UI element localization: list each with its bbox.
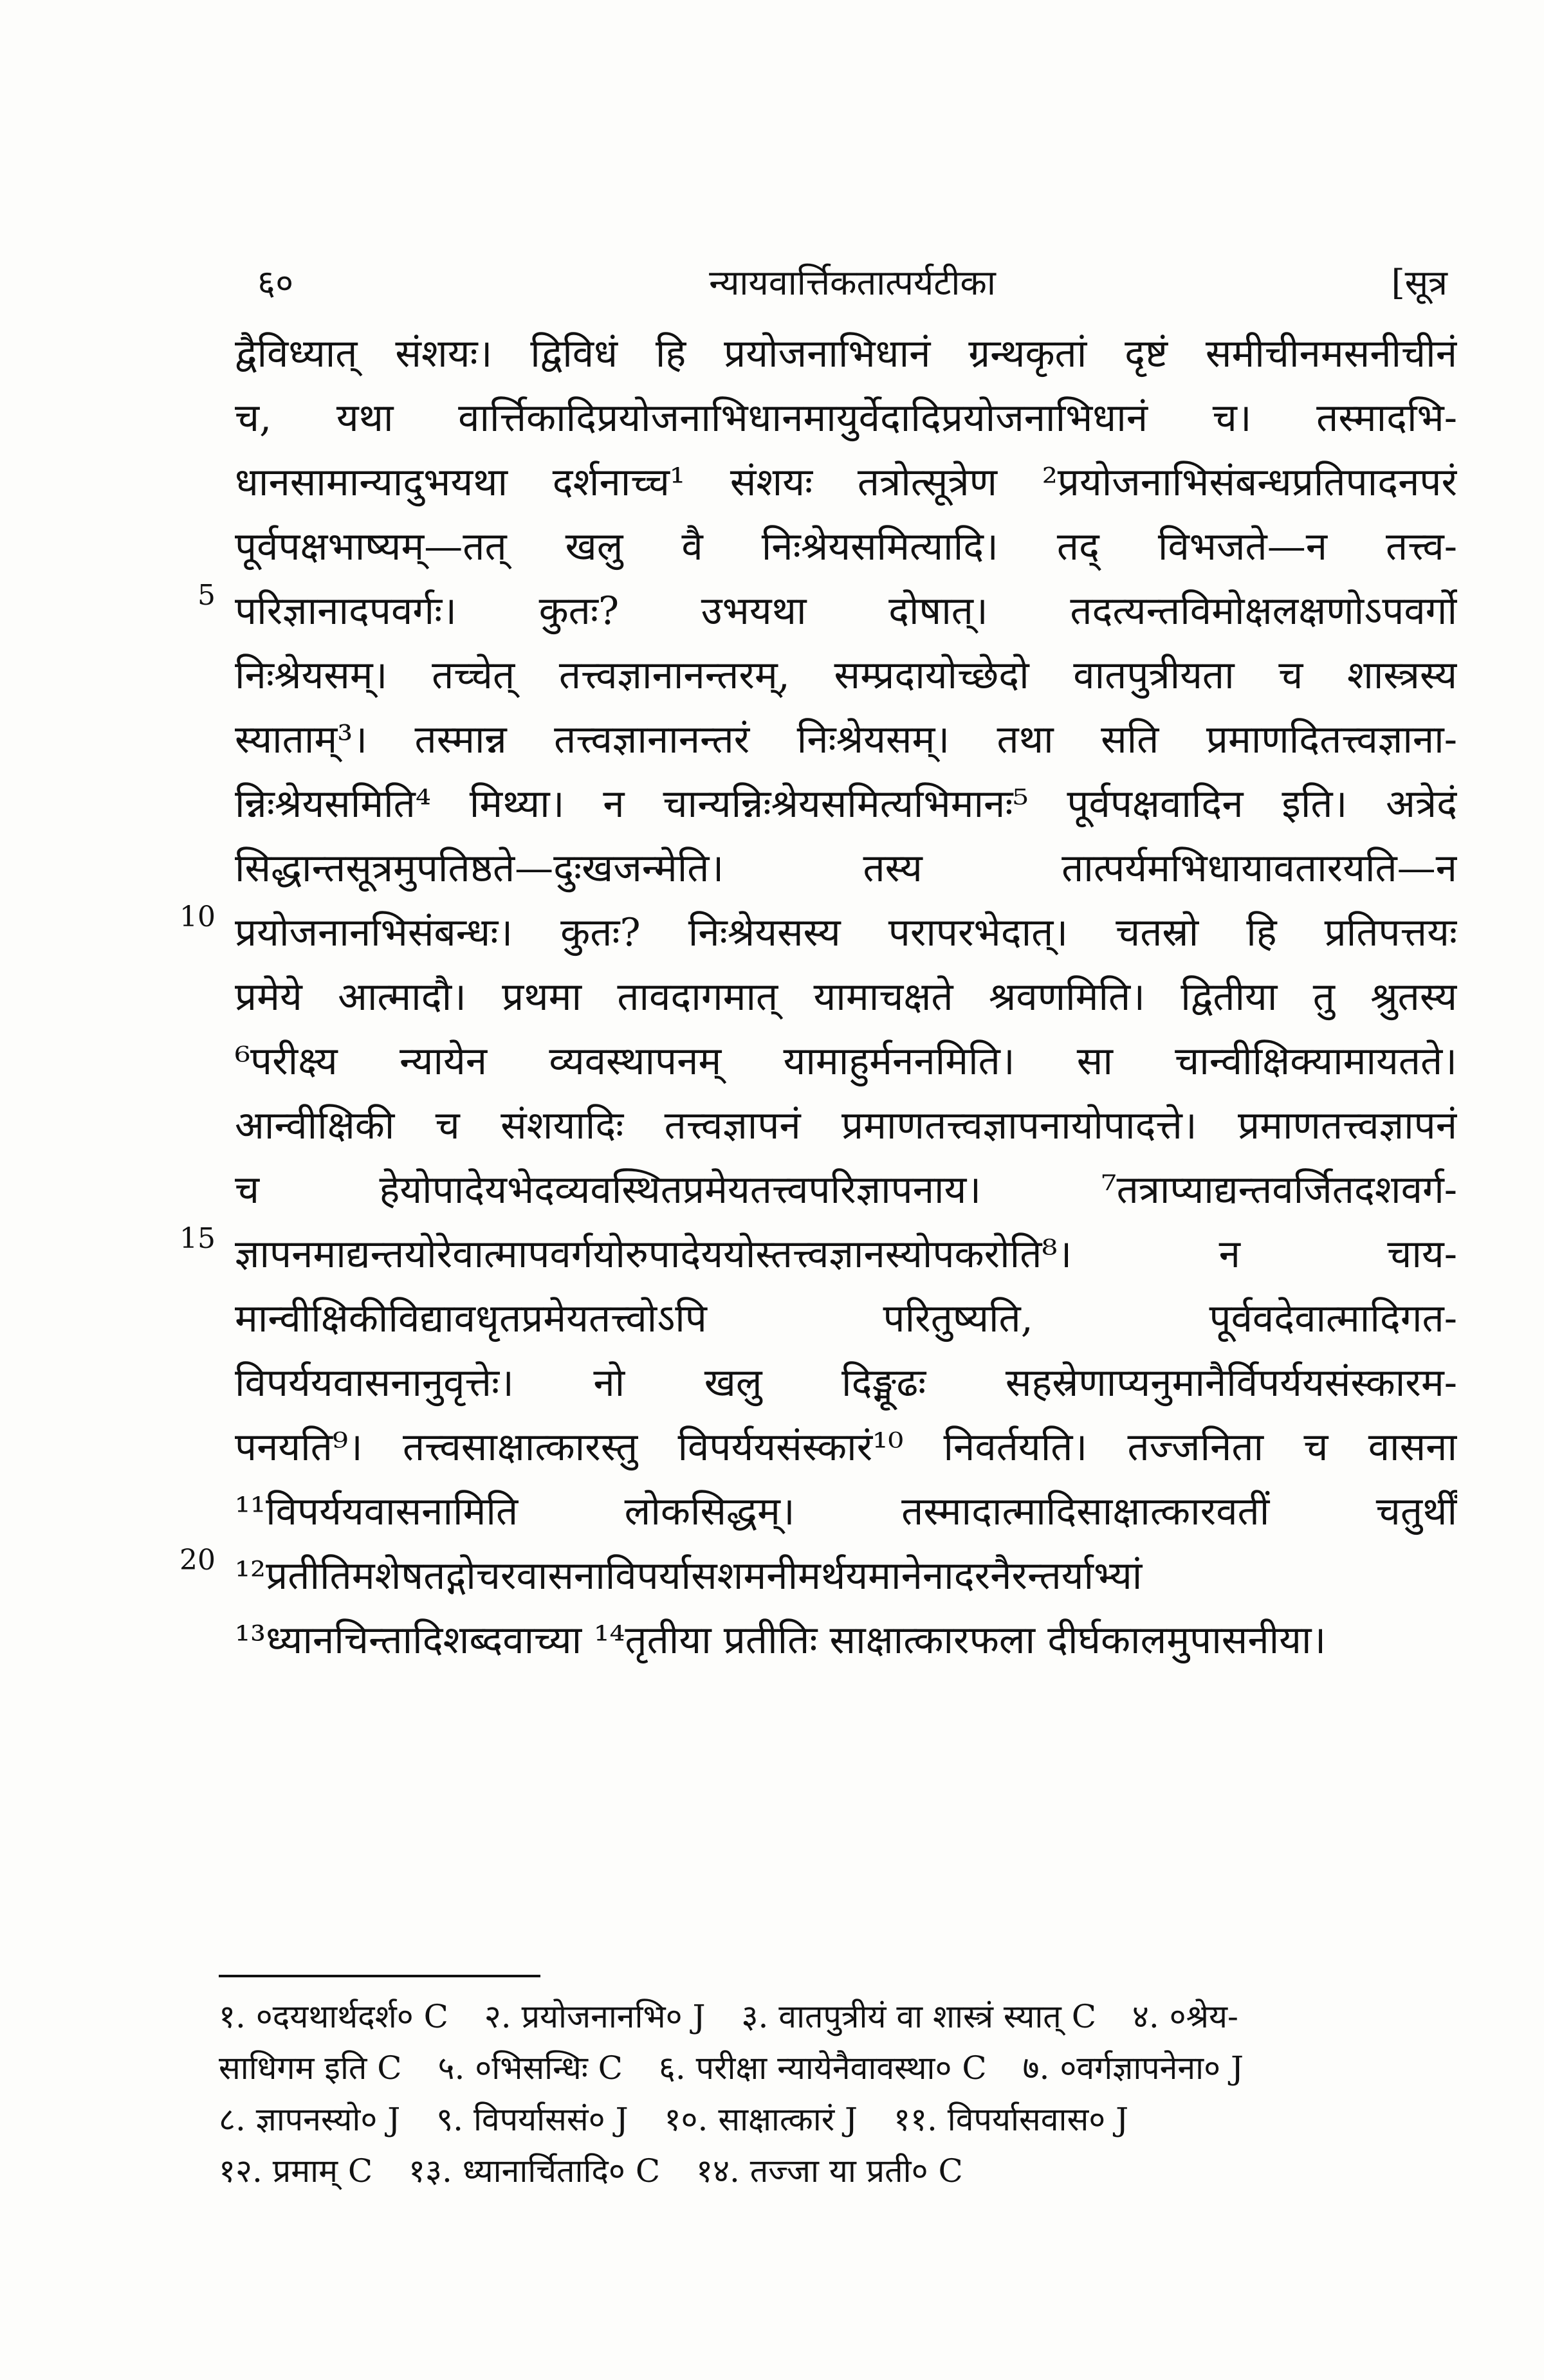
footnote: ९. विपर्याससं० J (436, 2101, 629, 2138)
main-text (179, 322, 1457, 1672)
footnote: १. ०दयथार्थदर्श० C (219, 1998, 448, 2035)
text-line: धानसामान्यादुभयथा दर्शनाच्च¹ संशयः तत्रोत्सूत्रेण ²प्रयोजनाभिसंबन्धप्रतिपादनपरं (235, 460, 1457, 505)
section-marker: [सूत्र (1391, 262, 1448, 303)
footnote: ११. विपर्यासवास० J (894, 2101, 1129, 2138)
text-line: सिद्धान्तसूत्रमुपतिष्ठते—दुःखजन्मेति। तस्य तात्पर्यमभिधायावतारयति—न (235, 846, 1457, 891)
line-number: 15 (179, 1222, 216, 1255)
footnote: १३. ध्यानार्चितादि० C (409, 2152, 661, 2190)
text-line: स्याताम्³। तस्मान्न तत्त्वज्ञानानन्तरं निःश्रेयसम्। तथा सति प्रमाणदितत्त्वज्ञाना- (235, 717, 1457, 762)
text-line: पूर्वपक्षभाष्यम्—तत् खलु वै निःश्रेयसमित्यादि। तद् विभजते—न तत्त्व- (235, 524, 1457, 569)
line-number: 5 (198, 579, 216, 612)
text-line: ¹¹विपर्ययवासनामिति लोकसिद्धम्। तस्मादात्मादिसाक्षात्कारवतीं चतुर्थीं (235, 1489, 1457, 1534)
footnote: ६. परीक्षा न्यायेनैवावस्था० C (658, 2049, 987, 2087)
footnote-divider (219, 1975, 540, 1977)
text-line: ¹³ध्यानचिन्तादिशब्दवाच्या ¹⁴तृतीया प्रतीतिः साक्षात्कारफला दीर्घकालमुपासनीया। (235, 1618, 1327, 1663)
footnote: १०. साक्षात्कारं J (664, 2101, 858, 2138)
text-line: परिज्ञानादपवर्गः। कुतः? उभयथा दोषात्। तदत्यन्तविमोक्षलक्षणोऽपवर्गो (235, 589, 1457, 634)
footnote: ४. ०श्रेय- (1132, 1998, 1238, 2035)
footnote: ७. ०वर्गज्ञापनेना० J (1022, 2049, 1244, 2087)
footnotes (219, 1991, 1441, 2197)
text-line: ¹²प्रतीतिमशेषतद्गोचरवासनाविपर्यासशमनीमर्थयमानेनादरनैरन्तर्याभ्यां (235, 1553, 1143, 1598)
footnote: २. प्रयोजनानभि० J (484, 1998, 706, 2035)
text-line: न्निःश्रेयसमिति⁴ मिथ्या। न चान्यन्निःश्रेयसमित्यभिमानः⁵ पूर्वपक्षवादिन इति। अत्रेदं (235, 782, 1457, 827)
text-line: निःश्रेयसम्। तच्चेत् तत्त्वज्ञानानन्तरम्, सम्प्रदायोच्छेदो वातपुत्रीयता च शास्त्रस्य (235, 653, 1457, 698)
text-line: ⁶परीक्ष्य न्यायेन व्यवस्थापनम् यामाहुर्मननमिति। सा चान्वीक्षिक्यामायतते। (235, 1039, 1457, 1084)
text-line: प्रमेये आत्मादौ। प्रथमा तावदागमात् यामाचक्षते श्रवणमिति। द्वितीया तु श्रुतस्य (235, 975, 1457, 1020)
footnote-line (219, 2145, 1441, 2197)
footnote: १४. तज्जा या प्रती० C (696, 2152, 963, 2190)
footnote: ५. ०भिसन्धिः C (437, 2049, 623, 2087)
running-header (257, 257, 1448, 309)
line-number: 20 (179, 1544, 216, 1577)
text-line: च हेयोपादेयभेदव्यवस्थितप्रमेयतत्त्वपरिज्ञापनाय। ⁷तत्राप्याद्यन्तवर्जितदशवर्ग- (235, 1167, 1457, 1213)
text-line: द्वैविध्यात् संशयः। द्विविधं हि प्रयोजनाभिधानं ग्रन्थकृतां दृष्टं समीचीनमसनीचीनं (235, 331, 1457, 376)
footnote: ८. ज्ञापनस्यो० J (219, 2101, 401, 2138)
line-number: 10 (179, 901, 216, 933)
page-number: ६० (257, 262, 294, 303)
text-line: मान्वीक्षिकीविद्यावधृतप्रमेयतत्त्वोऽपि परितुष्यति, पूर्ववदेवात्मादिगत- (235, 1296, 1457, 1341)
text-line: पनयति⁹। तत्त्वसाक्षात्कारस्तु विपर्ययसंस्कारं¹⁰ निवर्तयति। तज्जनिता च वासना (235, 1425, 1457, 1470)
footnote-line (219, 2094, 1441, 2145)
running-title: न्यायवार्त्तिकतात्पर्यटीका (709, 262, 996, 303)
footnote: साधिगम इति C (219, 2049, 402, 2087)
footnote-line (219, 1991, 1441, 2042)
text-line: च, यथा वार्त्तिकादिप्रयोजनाभिधानमायुर्वेदादिप्रयोजनाभिधानं च। तस्मादभि- (235, 396, 1457, 441)
footnote: ३. वातपुत्रीयं वा शास्त्रं स्यात् C (741, 1998, 1096, 2035)
footnote-line (219, 2042, 1441, 2094)
text-line: विपर्ययवासनानुवृत्तेः। नो खलु दिङ्मूढः सहस्रेणाप्यनुमानैर्विपर्ययसंस्कारम- (235, 1360, 1457, 1405)
text-line: प्रयोजनानभिसंबन्धः। कुतः? निःश्रेयसस्य परापरभेदात्। चतस्रो हि प्रतिपत्तयः (235, 910, 1457, 955)
text-line: ज्ञापनमाद्यन्तयोरेवात्मापवर्गयोरुपादेययोस्तत्त्वज्ञानस्योपकरोति⁸। न चाय- (235, 1232, 1457, 1277)
footnote: १२. प्रमाम् C (219, 2152, 373, 2190)
text-line: आन्वीक्षिकी च संशयादिः तत्त्वज्ञापनं प्रमाणतत्त्वज्ञापनायोपादत्ते। प्रमाणतत्त्वज्ञापनं (235, 1103, 1457, 1148)
